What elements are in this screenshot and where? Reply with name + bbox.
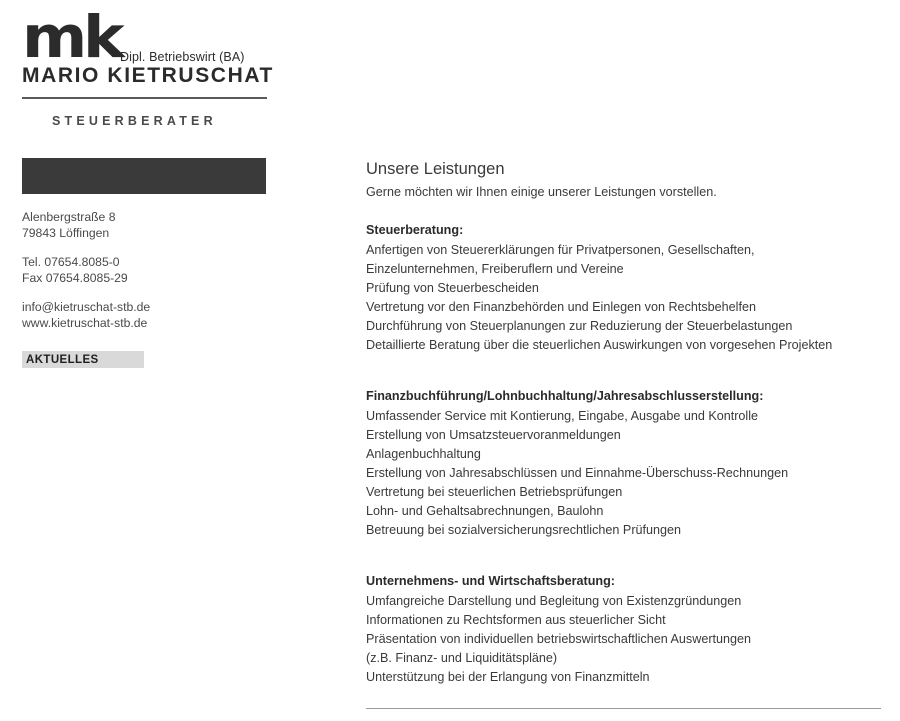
email-link[interactable]: info@kietruschat-stb.de — [22, 300, 151, 314]
section-line: Umfangreiche Darstellung und Begleitung von Existenzgründungen — [366, 594, 742, 608]
aktuelles-button-label: AKTUELLES — [26, 353, 99, 366]
section-line: Präsentation von individuellen betriebswirtschaftlichen Auswertungen — [366, 632, 752, 646]
section-line: Betreuung bei sozialversicherungsrechtlichen Prüfungen — [366, 523, 682, 537]
page-title: Unsere Leistungen — [366, 160, 505, 178]
dark-banner-panel — [22, 158, 266, 194]
address-group — [22, 209, 322, 241]
logo-divider — [22, 97, 267, 99]
logo-name: MARIO KIETRUSCHAT — [22, 64, 274, 87]
section-line: Erstellung von Jahresabschlüssen und Einnahme-Überschuss-Rechnungen — [366, 466, 789, 480]
main-content — [366, 160, 886, 721]
address-line-1: Alenbergstraße 8 — [22, 210, 116, 224]
website-link[interactable]: www.kietruschat-stb.de — [22, 316, 148, 330]
fax-line: Fax 07654.8085-29 — [22, 271, 128, 285]
logo — [22, 3, 274, 128]
service-section-unternehmensberatung — [366, 574, 886, 687]
section-line: Anlagenbuchhaltung — [366, 447, 481, 461]
online-group — [22, 299, 322, 331]
section-line: Vertretung bei steuerlichen Betriebsprüfungen — [366, 485, 623, 499]
address-line-2: 79843 Löffingen — [22, 226, 110, 240]
logo-monogram: mk — [22, 3, 121, 71]
section-heading: Unternehmens- und Wirtschaftsberatung: — [366, 574, 615, 588]
section-line: Prüfung von Steuerbescheiden — [366, 281, 539, 295]
section-line: Vertretung vor den Finanzbehörden und Einlegen von Rechtsbehelfen — [366, 300, 756, 314]
sidebar — [22, 0, 322, 368]
logo-qualification: Dipl. Betriebswirt (BA) — [120, 50, 245, 64]
section-heading: Steuerberatung: — [366, 223, 464, 237]
section-heading: Finanzbuchführung/Lohnbuchhaltung/Jahresabschlusserstellung: — [366, 389, 764, 403]
section-line: Erstellung von Umsatzsteuervoranmeldungen — [366, 428, 621, 442]
logo-role: STEUERBERATER — [52, 114, 217, 128]
service-section-steuerberatung — [366, 223, 886, 355]
aktuelles-button[interactable] — [22, 351, 144, 368]
section-line: Lohn- und Gehaltsabrechnungen, Baulohn — [366, 504, 604, 518]
footer-divider — [366, 708, 881, 709]
section-line: (z.B. Finanz- und Liquiditätspläne) — [366, 651, 558, 665]
section-line: Umfassender Service mit Kontierung, Eingabe, Ausgabe und Kontrolle — [366, 409, 759, 423]
contact-block — [22, 209, 322, 331]
section-line: Durchführung von Steuerplanungen zur Reduzierung der Steuerbelastungen — [366, 319, 793, 333]
phone-line: Tel. 07654.8085-0 — [22, 255, 120, 269]
phone-group — [22, 254, 322, 286]
section-line: Detaillierte Beratung über die steuerlichen Auswirkungen von vorgesehen Projekten — [366, 338, 833, 352]
section-line: Anfertigen von Steuererklärungen für Privatpersonen, Gesellschaften, — [366, 243, 755, 257]
page-intro: Gerne möchten wir Ihnen einige unserer Leistungen vorstellen. — [366, 185, 717, 199]
section-line: Einzelunternehmen, Freiberuflern und Vereine — [366, 262, 624, 276]
service-section-finanzbuchfuehrung — [366, 389, 886, 540]
section-line: Unterstützung bei der Erlangung von Finanzmitteln — [366, 670, 650, 684]
section-line: Informationen zu Rechtsformen aus steuerlicher Sicht — [366, 613, 666, 627]
